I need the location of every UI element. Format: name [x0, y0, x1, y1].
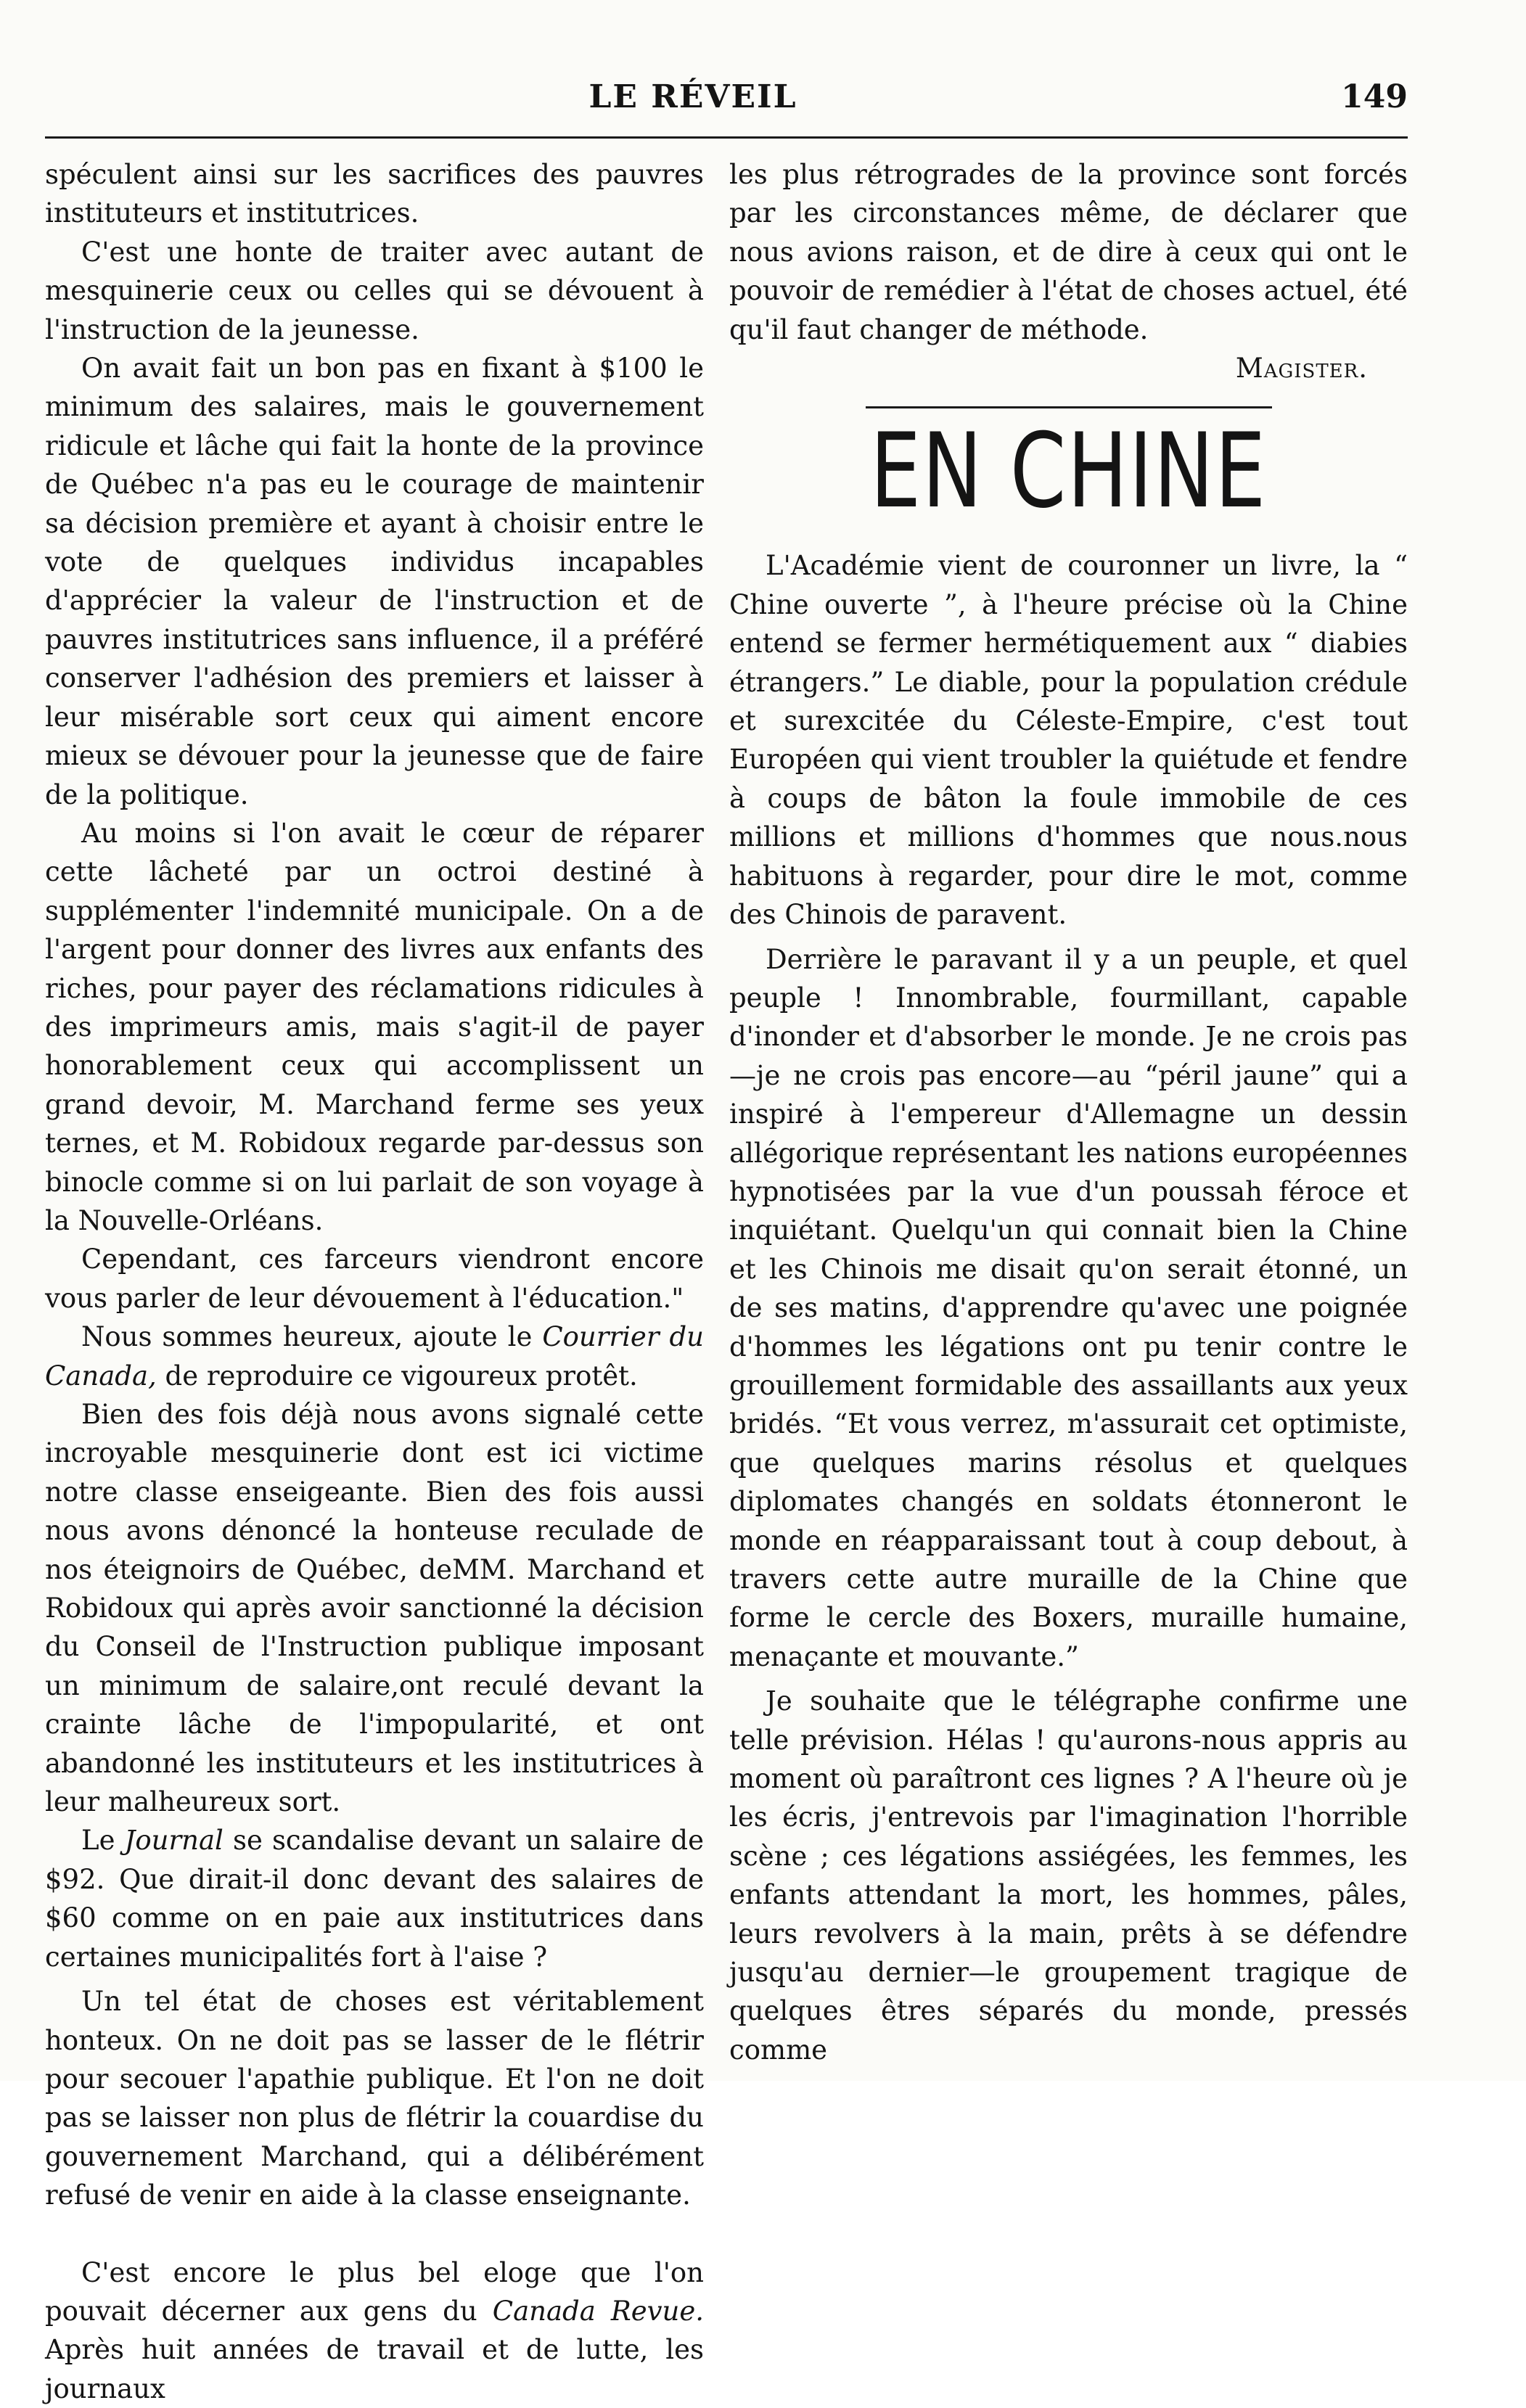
running-title: LE RÉVEIL [588, 78, 797, 115]
paragraph: L'Académie vient de couronner un livre, la “ Chine ouverte ”, à l'heure précise où la Chine entend se fermer hermétiquement aux “ diabies étrangers.” Le diable, pour la population crédule et surexcitée du Céleste-Empire, c'est tout Européen qui vient troubler la quiétude et fendre à coups de bâton la foule immobile de ces millions et millions d'hommes que nous.nous habituons à regarder, pour dire le mot, comme des Chinois de paravent. [729, 550, 1408, 931]
paragraph: Un tel état de choses est véritablement honteux. On ne doit pas se lasser de le flétrir pour secouer l'apathie publique. Et l'on ne doit pas se laisser non plus de flétrir la couardise du gouvernement Marchand, qui a délibérément refusé de venir en aide à la classe enseignante. [45, 1986, 704, 2211]
paragraph: C'est une honte de traiter avec autant de mesquinerie ceux ou celles qui se dévouent à l'instruction de la jeunesse. [45, 236, 704, 345]
section-heading: EN CHINE [870, 411, 1267, 532]
paragraph [45, 2253, 704, 2408]
header-rule [45, 136, 1408, 139]
paragraph: Cependant, ces farceurs viendront encore vous parler de leur dévouement à l'éducation." [45, 1244, 704, 1314]
paragraph: Derrière le paravant il y a un peuple, et quel peuple ! Innombrable, fourmillant, capable d'inonder et d'absorber le monde. Je ne crois pas—je ne crois pas encore—au “péril jaune” qui a inspiré à l'empereur d'Allemagne un dessin allégorique représentant les nations européennes hypnotisées par la vue d'un poussah féroce et inquiétant. Quelqu'un qui connait bien la Chine et les Chinois me disait qu'on serait étonné, un de ses matins, d'apprendre qu'avec une poignée d'hommes les légations ont pu tenir contre le grouillement formidable des assaillants aux yeux bridés. “Et vous verrez, m'assurait cet optimiste, que quelques marins résolus et quelques diplomates changés en soldats étonneront le monde en réapparaissant tout à coup debout, à travers cette autre muraille de la Chine que forme le cercle des Boxers, muraille humaine, menaçante et mouvante.” [729, 943, 1408, 1672]
italic-text-run: Journal [124, 1825, 223, 1857]
paragraph: les plus rétrogrades de la province sont forcés par les circonstances même, de déclarer que nous avions raison, et de dire à ceux qui ont le pouvoir de remédier à l'état de choses actuel, été qu'il faut changer de méthode. [729, 159, 1408, 345]
text-run: Après huit années de travail et de lutte, les journaux [45, 2334, 704, 2404]
paragraph: Bien des fois déjà nous avons signalé cette incroyable mesquinerie dont est ici victime notre classe enseigeante. Bien des fois aussi nous avons dénoncé la honteuse reculade de nos éteignoirs de Québec, deMM. Marchand et Robidoux qui après avoir sanctionné la décision du Conseil de l'Instruction publique imposant un minimum de salaire,ont reculé devant la crainte lâche de l'impopularité, et ont abandonné les instituteurs et les institutrices à leur malheureux sort. [45, 1399, 704, 1818]
text-run: de reproduire ce vigoureux protêt. [156, 1360, 638, 1392]
author-signature: Magister. [1235, 353, 1368, 385]
text-run: Nous sommes heureux, ajoute le [81, 1321, 543, 1353]
italic-text-run: Courrier du Canada, [45, 1321, 704, 1392]
paragraph: Je souhaite que le télégraphe confirme une telle prévision. Hélas ! qu'aurons-nous appris au moment où paraîtront ces lignes ? A l'heure où je les écris, j'entrevois par l'imagination l'horrible scène ; ces légations assiégées, les femmes, les enfants attendant la mort, les hommes, pâles, leurs revolvers à la main, prêts à se défendre jusqu'au dernier—le groupement tragique de quelques êtres séparés du monde, pressés comme [729, 1685, 1408, 2066]
italic-text-run: Canada Revue. [492, 2295, 704, 2327]
left-column [45, 155, 704, 2408]
page-number: 149 [1341, 78, 1408, 115]
right-column [729, 155, 1408, 2069]
paragraph: Au moins si l'on avait le cœur de réparer cette lâcheté par un octroi destiné à supplémenter l'indemnité municipale. On a de l'argent pour donner des livres aux enfants des riches, pour payer des réclamations ridicules à des imprimeurs amis, mais s'agit-il de payer honorablement ceux qui accomplissent un grand devoir, M. Marchand ferme ses yeux ternes, et M. Robidoux regarde par-dessus son binocle comme si on lui parlait de son voyage à la Nouvelle-Orléans. [45, 817, 704, 1236]
text-run: Le [81, 1825, 125, 1857]
paragraph: spéculent ainsi sur les sacrifices des pauvres instituteurs et institutrices. [45, 159, 704, 229]
paragraph: On avait fait un bon pas en fixant à $100 le minimum des salaires, mais le gouvernement ridicule et lâche qui fait la honte de la province de Québec n'a pas eu le courage de maintenir sa décision première et ayant à choisir entre le vote de quelques individus incapables d'apprécier la valeur de l'instruction et de pauvres institutrices sans influence, il a préféré conserver l'adhésion des premiers et laisser à leur misérable sort ceux qui aiment encore mieux se dévouer pour la jeunesse que de faire de la politique. [45, 353, 704, 810]
section-divider [866, 406, 1272, 408]
text-run: se scandalise devant un salaire de $92. Que dirait-il donc devant des salaires de $60 comme on en paie aux institutrices dans certaines municipalités fort à l'aise ? [45, 1825, 704, 1973]
paragraph [45, 1318, 704, 1395]
text-run: C'est encore le plus bel eloge que l'on pouvait décerner aux gens du [45, 2256, 704, 2327]
paragraph [45, 1821, 704, 1976]
